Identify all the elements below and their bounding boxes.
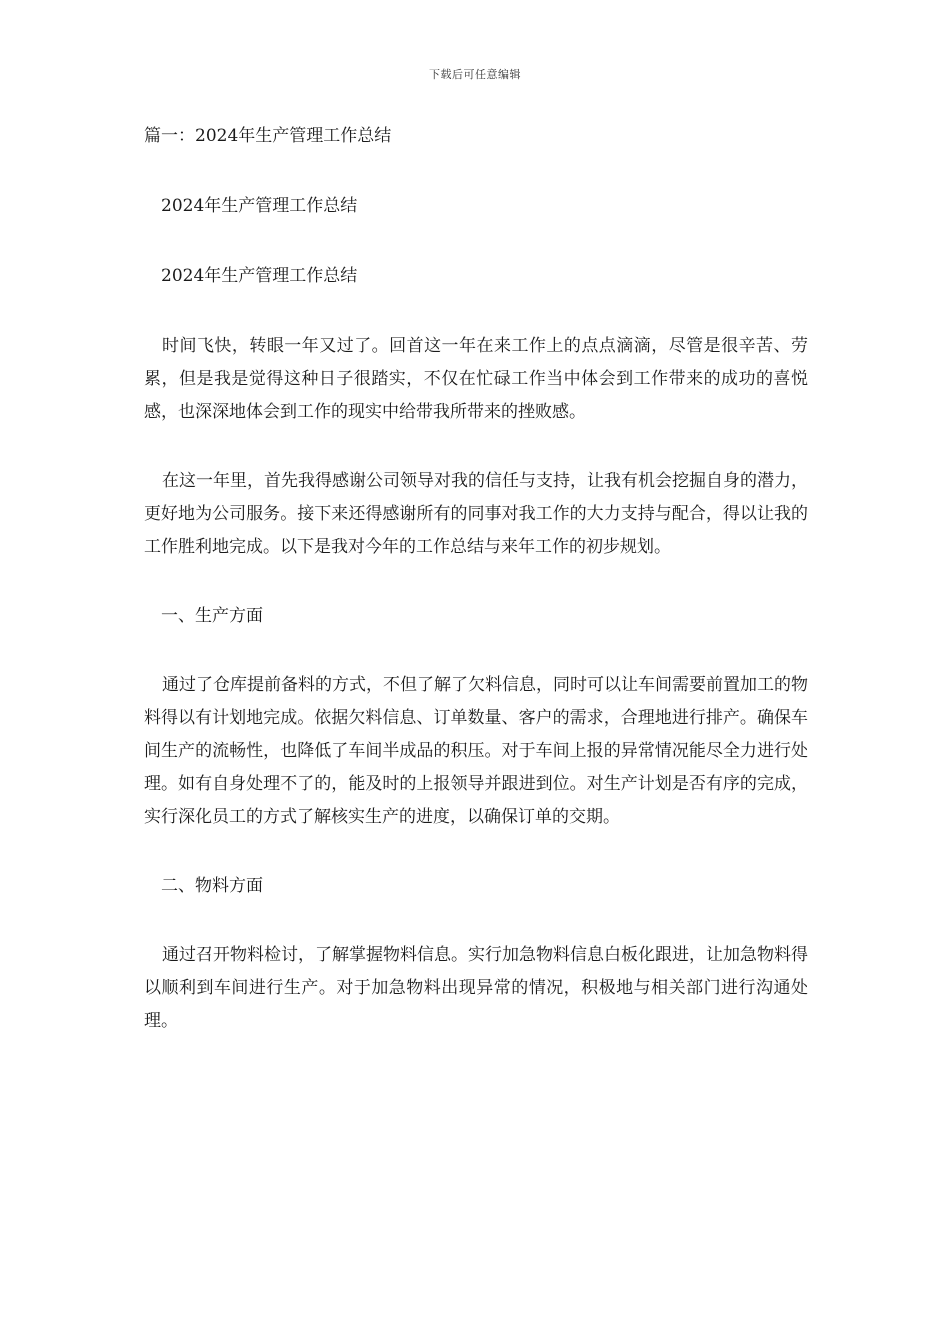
document-subtitle-1: 2024年生产管理工作总结: [161, 196, 358, 216]
paragraph-thanks: 在这一年里，首先我得感谢公司领导对我的信任与支持，让我有机会挖掘自身的潜力，更好地为公司服务。接下来还得感谢所有的同事对我工作的大力支持与配合，得以让我的工作胜利地完成。以下是我对今年的工作总结与来年工作的初步规划。: [144, 471, 808, 557]
section-body-materials: 通过召开物料检讨，了解掌握物料信息。实行加急物料信息白板化跟进，让加急物料得以顺利到车间进行生产。对于加急物料出现异常的情况，积极地与相关部门进行沟通处理。: [144, 945, 808, 1031]
header-note: 下载后可任意编辑: [429, 68, 521, 81]
section-heading-production: 一、生产方面: [161, 606, 263, 626]
document-body: [144, 120, 808, 1038]
section-heading-materials: 二、物料方面: [161, 876, 263, 896]
section-body-production: 通过了仓库提前备料的方式，不但了解了欠料信息，同时可以让车间需要前置加工的物料得以有计划地完成。依据欠料信息、订单数量、客户的需求，合理地进行排产。确保车间生产的流畅性，也降低了车间半成品的积压。对于车间上报的异常情况能尽全力进行处理。如有自身处理不了的，能及时的上报领导并跟进到位。对生产计划是否有序的完成，实行深化员工的方式了解核实生产的进度，以确保订单的交期。: [144, 675, 808, 827]
paragraph-intro: 时间飞快，转眼一年又过了。回首这一年在来工作上的点点滴滴，尽管是很辛苦、劳累，但是我是觉得这种日子很踏实，不仅在忙碌工作当中体会到工作带来的成功的喜悦感，也深深地体会到工作的现实中给带我所带来的挫败感。: [144, 336, 808, 422]
document-title: 篇一：2024年生产管理工作总结: [144, 126, 392, 146]
document-subtitle-2: 2024年生产管理工作总结: [161, 266, 358, 286]
